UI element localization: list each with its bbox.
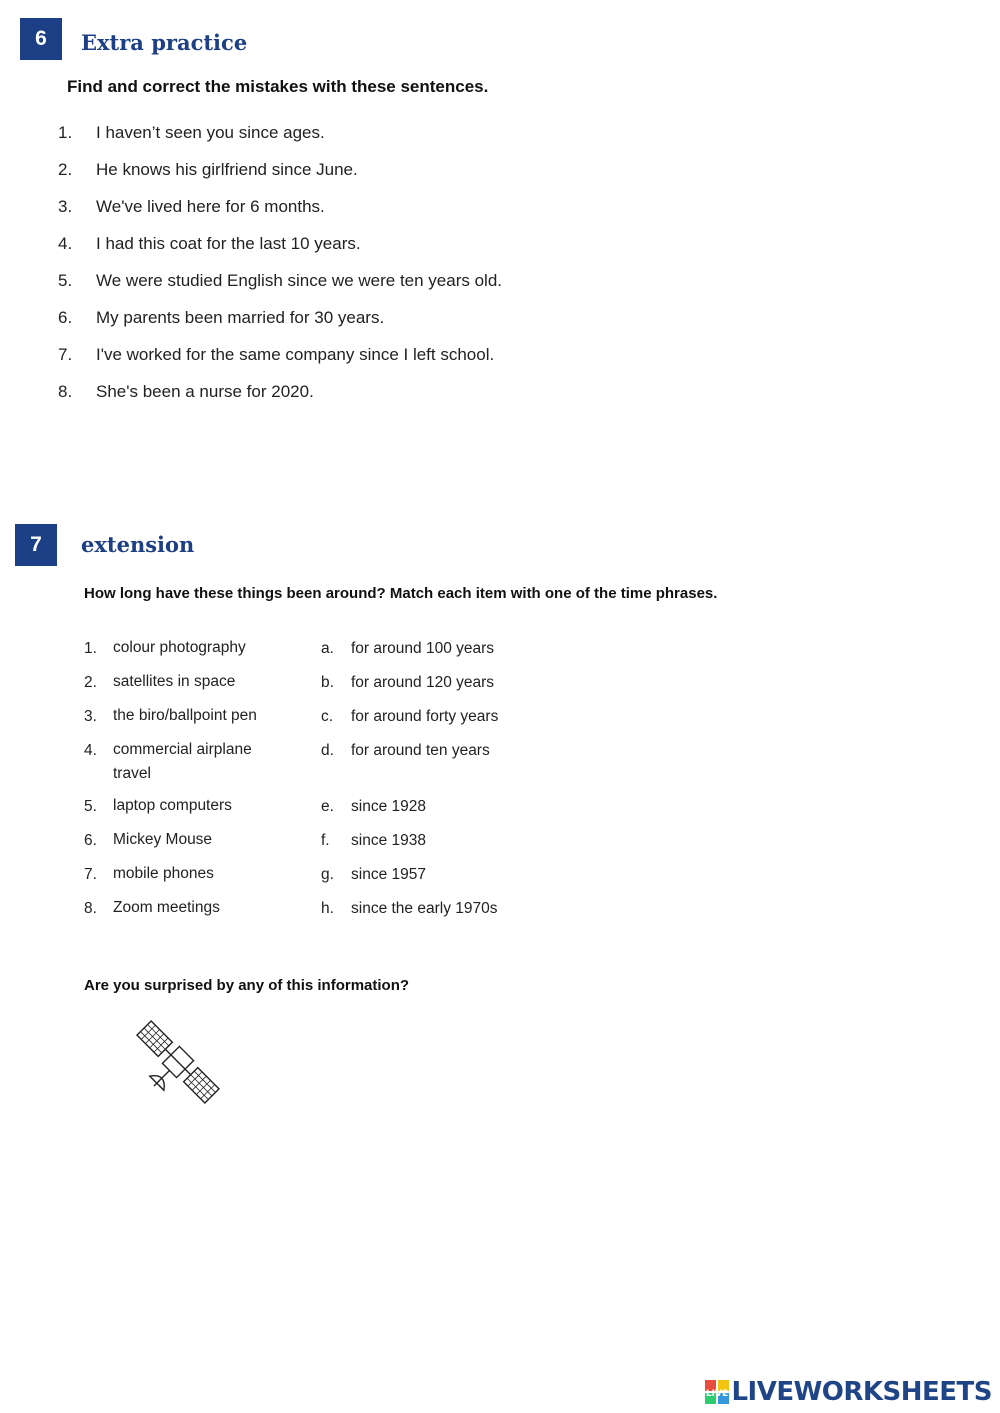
table-row [84,896,551,930]
table-row [84,828,551,862]
surprise-question: Are you surprised by any of this information? [84,977,410,994]
time-phrase: for around ten years [351,742,490,759]
item-number: 8. [84,900,97,917]
item-text: satellites in space [113,673,236,690]
section-7-title: extension [81,532,195,557]
sentence-text: We were studied English since we were ten years old. [96,271,502,290]
section-7-number: 7 [15,524,57,566]
section-6-title: Extra practice [81,30,248,55]
item-text: commercial airplane travel [113,741,252,782]
sentence-text: We've lived here for 6 months. [96,197,325,216]
sentence-text: She's been a nurse for 2020. [96,382,314,401]
time-phrase: for around 120 years [351,674,495,691]
time-phrase: since the early 1970s [351,900,498,917]
item-number: 7. [84,866,97,883]
table-row [84,670,551,704]
item-number: 7. [58,345,73,364]
logo-badge-text: LIVE [706,1389,729,1399]
table-row [84,738,551,794]
item-number: 5. [58,271,73,290]
table-row [84,862,551,896]
list-item [58,192,502,229]
liveworksheets-logo [705,1377,992,1407]
phrase-letter: a. [321,640,334,657]
sentence-text: I had this coat for the last 10 years. [96,234,361,253]
item-text: Zoom meetings [113,899,220,916]
phrase-letter: h. [321,900,334,917]
logo-badge-icon [705,1380,729,1404]
section-7-instruction: How long have these things been around? Match each item with one of the time phrases. [84,585,718,602]
item-text: the biro/ballpoint pen [113,707,257,724]
list-item [58,303,502,340]
phrase-letter: f. [321,832,330,849]
item-text: laptop computers [113,797,232,814]
item-number: 6. [84,832,97,849]
item-number: 2. [58,160,73,179]
list-item [58,340,502,377]
item-number: 4. [58,234,73,253]
time-phrase: since 1938 [351,832,426,849]
item-number: 3. [58,197,73,216]
item-text: mobile phones [113,865,214,882]
matching-table [84,636,551,930]
list-item [58,266,502,303]
sentence-list [58,118,502,414]
sentence-text: I haven’t seen you since ages. [96,123,325,142]
sentence-text: I've worked for the same company since I left school. [96,345,495,364]
section-6-instruction: Find and correct the mistakes with these sentences. [67,77,489,96]
table-row [84,636,551,670]
time-phrase: since 1957 [351,866,426,883]
list-item [58,229,502,266]
item-number: 6. [58,308,73,327]
time-phrase: for around forty years [351,708,499,725]
item-number: 5. [84,798,97,815]
item-number: 4. [84,742,97,759]
item-text: colour photography [113,639,246,656]
item-number: 2. [84,674,97,691]
sentence-text: My parents been married for 30 years. [96,308,385,327]
time-phrase: since 1928 [351,798,426,815]
item-number: 1. [58,123,73,142]
item-number: 1. [84,640,97,657]
phrase-letter: g. [321,866,334,883]
item-text: Mickey Mouse [113,831,213,848]
list-item [58,155,502,192]
sentence-text: He knows his girlfriend since June. [96,160,358,179]
section-6-number: 6 [20,18,62,60]
item-number: 3. [84,708,97,725]
list-item [58,118,502,155]
phrase-letter: c. [321,708,334,725]
table-row [84,704,551,738]
satellite-icon [128,1012,228,1112]
time-phrase: for around 100 years [351,640,495,657]
item-number: 8. [58,382,73,401]
phrase-letter: b. [321,674,334,691]
list-item [58,377,502,414]
phrase-letter: e. [321,798,334,815]
table-row [84,794,551,828]
logo-text: LIVEWORKSHEETS [731,1377,992,1407]
phrase-letter: d. [321,742,334,759]
